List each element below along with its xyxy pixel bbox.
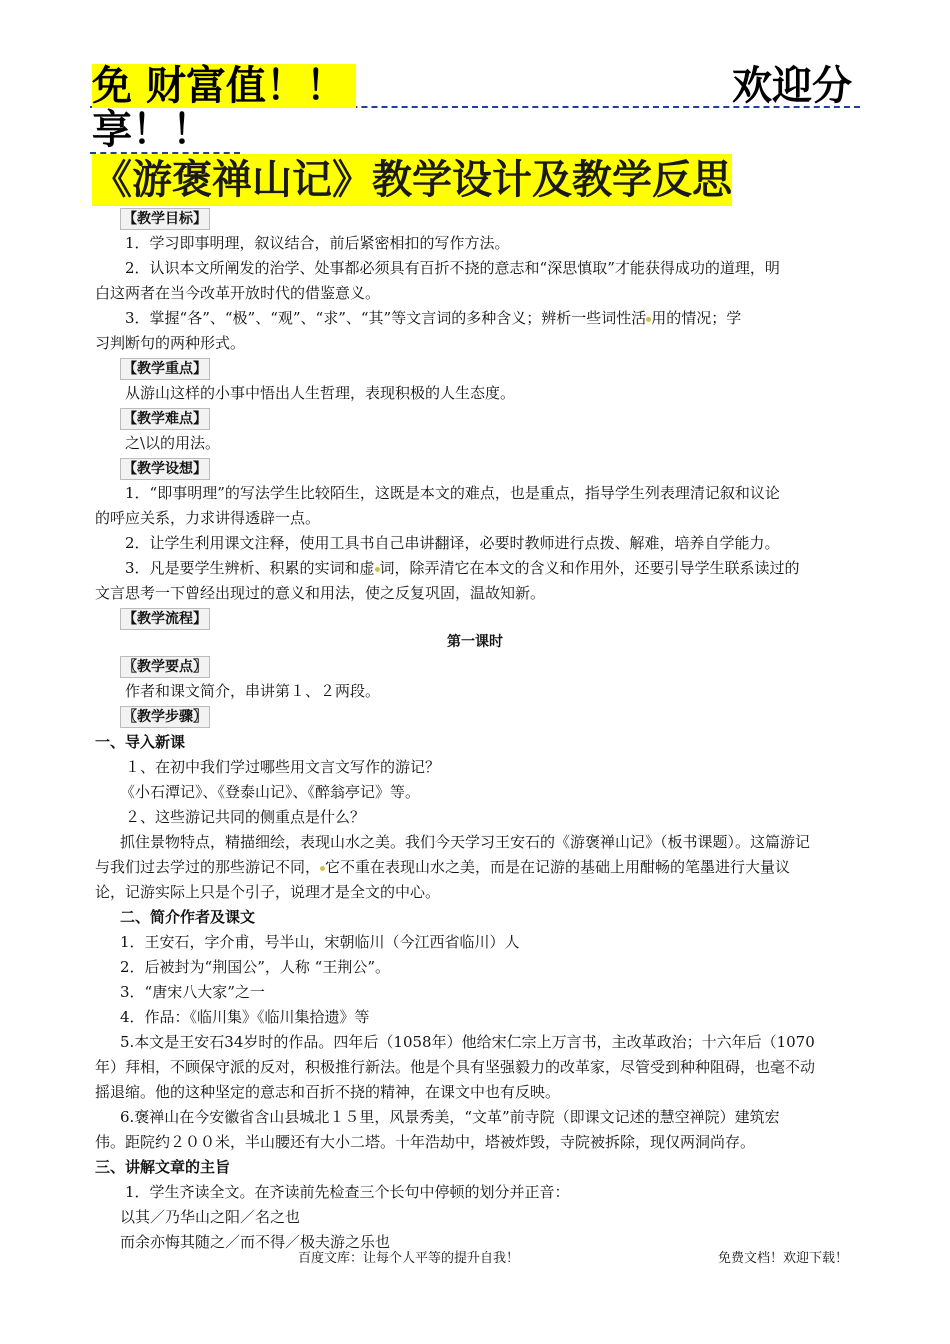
step1-q2: ２、这些游记共同的侧重点是什么？ xyxy=(125,808,366,826)
step1-p1: 抓住景物特点，精描细绘，表现山水之美。我们今天学习王安石的《游褒禅山记》（板书课题）。这篇游记 xyxy=(120,833,811,851)
page-title: 《游褒禅山记》教学设计及教学反思 xyxy=(92,154,732,206)
step1-title: 一、导入新课 xyxy=(95,733,186,751)
step2-3: 3．“唐宋八大家”之一 xyxy=(120,983,265,1001)
goal-1: 1．学习即事明理，叙议结合，前后紧密相扣的写作方法。 xyxy=(125,234,510,252)
step2-5c: 摇退缩。他的这种坚定的意志和百折不挠的精神，在课文中也有反映。 xyxy=(95,1083,561,1101)
diff-header: 【教学难点】 xyxy=(120,408,210,430)
goal-3a: 3．掌握“各”、“极”、“观”、“求”、“其”等文言词的多种含义；辨析一些词性活 用的情况；学 xyxy=(125,309,742,327)
footer-right: 免费文档！欢迎下载！ xyxy=(718,1251,849,1266)
step2-2: 2．后被封为“荆国公”，人称 “王荆公”。 xyxy=(120,958,390,976)
point-text: 作者和课文简介，串讲第１、２两段。 xyxy=(125,682,381,700)
point-header: 〖教学要点〗 xyxy=(120,656,210,678)
idea-3b: 文言思考一下曾经出现过的意义和用法，使之反复巩固，温故知新。 xyxy=(95,584,546,602)
footer-left: 百度文库：让每个人平等的提升自我！ xyxy=(298,1251,520,1266)
diff-text: 之\以的用法。 xyxy=(125,434,221,452)
step2-title: 二、简介作者及课文 xyxy=(120,908,256,926)
lesson-title: 第一课时 xyxy=(447,634,503,650)
step3-title: 三、讲解文章的主旨 xyxy=(95,1158,231,1176)
banner-right-text: 欢迎分 xyxy=(732,63,852,109)
step3-s2: 而余亦悔其随之／而不得／极夫游之乐也 xyxy=(120,1233,391,1251)
idea-2: 2．让学生利用课文注释，使用工具书自己串讲翻译，必要时教师进行点拨、解难，培养自学能力。 xyxy=(125,534,780,552)
banner-second-line: 享！！ xyxy=(92,107,212,153)
step-header: 〖教学步骤〗 xyxy=(120,706,210,728)
step1-a1: 《小石潭记》、《登泰山记》、《醉翁亭记》等。 xyxy=(120,783,421,801)
step2-6b: 伟。距院约２００米，半山腰还有大小二塔。十年浩劫中，塔被炸毁，寺院被拆除，现仅两洞尚存。 xyxy=(95,1133,756,1151)
flow-header: 【教学流程】 xyxy=(120,608,210,630)
idea-3a: 3．凡是要学生辨析、积累的实词和虚 词，除弄清它在本文的含义和作用外，还要引导学生联系读过的 xyxy=(125,559,800,577)
idea-header: 【教学设想】 xyxy=(120,458,210,480)
step2-4: 4．作品：《临川集》《临川集拾遗》等 xyxy=(120,1008,370,1026)
step2-1: 1．王安石，字介甫，号半山，宋朝临川（今江西省临川）人 xyxy=(120,933,520,951)
banner-left-text: 免 财富值！！ xyxy=(92,64,356,108)
step2-5a: 5.本文是王安石34岁时的作品。四年后（1058年）他给宋仁宗上万言书，主改革政治；十六年后（1070 xyxy=(120,1033,815,1051)
idea-1a: 1．“即事明理”的写法学生比较陌生，这既是本文的难点，也是重点，指导学生列表理清记叙和议论 xyxy=(125,484,780,502)
step3-s1: 以其／乃华山之阳／名之也 xyxy=(120,1208,301,1226)
key-text: 从游山这样的小事中悟出人生哲理，表现积极的人生态度。 xyxy=(125,384,516,402)
idea-1b: 的呼应关系，力求讲得透辟一点。 xyxy=(95,509,321,527)
step1-q1: １、在初中我们学过哪些用文言文写作的游记？ xyxy=(125,758,441,776)
goal-3b: 习判断句的两种形式。 xyxy=(95,334,246,352)
step2-6a: 6.褒禅山在今安徽省含山县城北１５里，风景秀美，“文革”前寺院（即课文记述的慧空禅院）建筑宏 xyxy=(120,1108,780,1126)
goal-header: 【教学目标】 xyxy=(120,208,210,230)
goal-2a: 2．认识本文所阐发的治学、处事都必须具有百折不挠的意志和“深思慎取”才能获得成功的道理，明 xyxy=(125,259,780,277)
step2-5b: 年）拜相，不顾保守派的反对，积极推行新法。他是个具有坚强毅力的改革家，尽管受到种种阻碍，也毫不动 xyxy=(95,1058,816,1076)
step1-p2: 与我们过去学过的那些游记不同， 它不重在表现山水之美，而是在记游的基础上用酣畅的笔墨进行大量议 xyxy=(95,858,791,876)
step3-1: 1．学生齐读全文。在齐读前先检查三个长句中停顿的划分并正音： xyxy=(125,1183,570,1201)
goal-2b: 白这两者在当今改革开放时代的借鉴意义。 xyxy=(95,284,381,302)
step1-p3: 论，记游实际上只是个引子，说理才是全文的中心。 xyxy=(95,883,441,901)
key-header: 【教学重点】 xyxy=(120,358,210,380)
